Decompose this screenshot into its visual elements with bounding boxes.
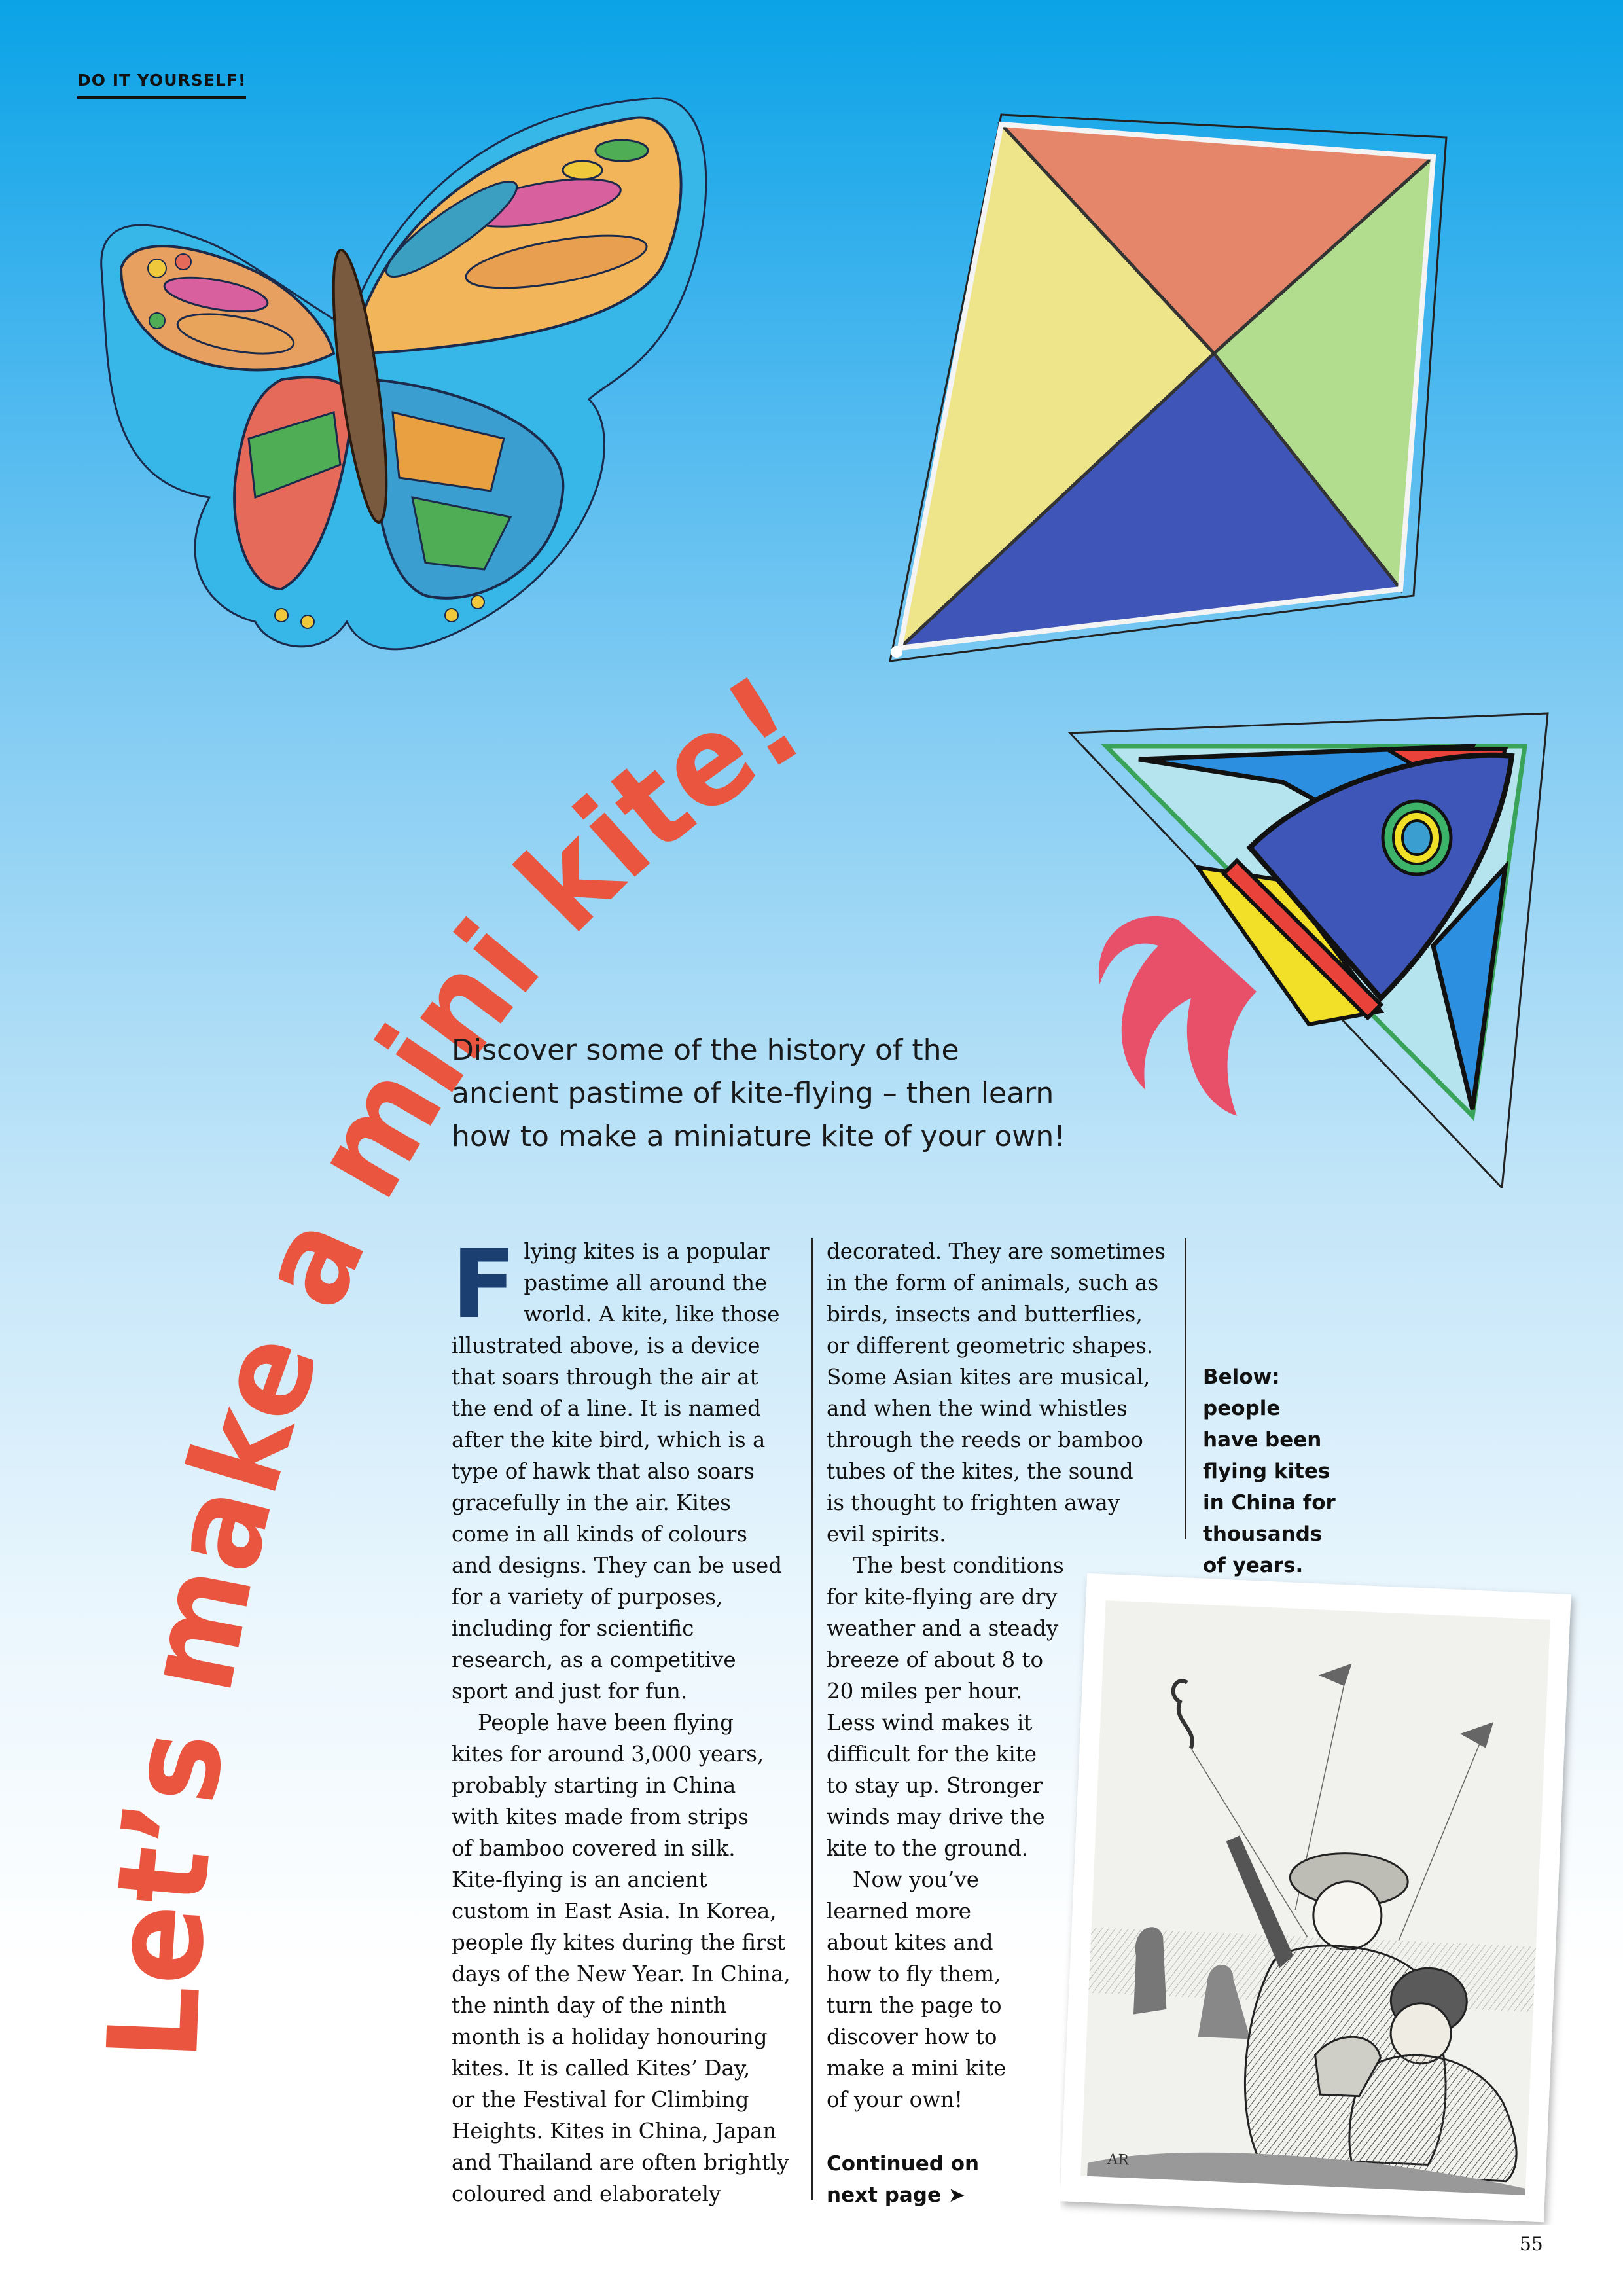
headline: Let’s make a mini kite! — [80, 646, 829, 2063]
text-line: or different geometric shapes. — [827, 1333, 1154, 1358]
text-line: kites. It is called Kites’ Day, — [452, 2056, 751, 2081]
text-line: coloured and elaborately — [452, 2181, 721, 2206]
caption-divider — [1185, 1238, 1186, 1539]
text-line: pastime all around the — [524, 1270, 768, 1295]
text-line: sport and just for fun. — [452, 1679, 688, 1704]
text-line: weather and a steady — [827, 1616, 1059, 1641]
photo-caption — [1203, 1361, 1360, 1581]
text-line: The best conditions — [853, 1553, 1064, 1578]
text-line: days of the New Year. In China, — [452, 1962, 791, 1986]
text-line: or the Festival for Climbing — [452, 2087, 749, 2112]
text-line: learned more — [827, 1899, 971, 1924]
intro-line: Discover some of the history of the — [452, 1033, 959, 1067]
text-line: kites for around 3,000 years, — [452, 1742, 764, 1767]
text-line: how to fly them, — [827, 1962, 1001, 1986]
text-line: of bamboo covered in silk. — [452, 1836, 736, 1861]
text-line: come in all kinds of colours — [452, 1522, 747, 1547]
text-line: birds, insects and butterflies, — [827, 1302, 1143, 1327]
text-line: decorated. They are sometimes — [827, 1239, 1166, 1264]
text-line: kite to the ground. — [827, 1836, 1029, 1861]
text-line: world. A kite, like those — [524, 1302, 780, 1327]
text-line: Kite-flying is an ancient — [452, 1867, 707, 1892]
intro-line: ancient pastime of kite-flying – then learn — [452, 1077, 1054, 1110]
text-line: Less wind makes it — [827, 1710, 1033, 1735]
text-line: gracefully in the air. Kites — [452, 1490, 731, 1515]
text-line: after the kite bird, which is a — [452, 1427, 766, 1452]
text-line: about kites and — [827, 1930, 993, 1955]
article-column-1 — [452, 1229, 802, 2210]
text-line: Some Asian kites are musical, — [827, 1365, 1150, 1390]
text-line: research, as a competitive — [452, 1647, 736, 1672]
text-line: with kites made from strips — [452, 1804, 749, 1829]
caption-line: flying kites — [1203, 1460, 1330, 1483]
intro-line: how to make a miniature kite of your own! — [452, 1120, 1065, 1153]
text-line: people fly kites during the first — [452, 1930, 786, 1955]
text-line: including for scientific — [452, 1616, 694, 1641]
text-line: Now you’ve — [853, 1867, 979, 1892]
continued-line: next page ➤ — [827, 2183, 965, 2207]
text-line: illustrated above, is a device — [452, 1333, 760, 1358]
caption-line: thousands — [1203, 1522, 1323, 1546]
text-line: the ninth day of the ninth — [452, 1993, 727, 2018]
continued-line: Continued on — [827, 2152, 980, 2176]
caption-line: have been — [1203, 1428, 1322, 1452]
section-label: DO IT YOURSELF! — [77, 71, 246, 99]
text-line: breeze of about 8 to — [827, 1647, 1044, 1672]
engraving-signature: AR — [1107, 2151, 1130, 2169]
drop-cap: F — [452, 1229, 516, 1339]
text-line: turn the page to — [827, 1993, 1002, 2018]
text-line: 20 miles per hour. — [827, 1679, 1023, 1704]
text-line: for kite-flying are dry — [827, 1585, 1058, 1609]
text-line: custom in East Asia. In Korea, — [452, 1899, 777, 1924]
paragraph — [827, 1236, 1180, 1550]
text-line: probably starting in China — [452, 1773, 736, 1798]
text-line: in the form of animals, such as — [827, 1270, 1159, 1295]
text-line: evil spirits. — [827, 1522, 946, 1547]
text-line: and designs. They can be used — [452, 1553, 783, 1578]
text-line: and Thailand are often brightly — [452, 2150, 789, 2175]
text-line: People have been flying — [478, 1710, 734, 1735]
text-line: make a mini kite — [827, 2056, 1007, 2081]
text-line: discover how to — [827, 2024, 997, 2049]
engraving-photo — [1060, 1571, 1584, 2225]
caption-line: of years. — [1203, 1554, 1304, 1577]
caption-line: in China for — [1203, 1491, 1336, 1515]
text-line: through the reeds or bamboo — [827, 1427, 1143, 1452]
text-line: winds may drive the — [827, 1804, 1045, 1829]
intro — [452, 1029, 1211, 1158]
text-line: is thought to frighten away — [827, 1490, 1120, 1515]
text-line: for a variety of purposes, — [452, 1585, 723, 1609]
text-line: difficult for the kite — [827, 1742, 1037, 1767]
text-line: lying kites is a popular — [524, 1239, 770, 1264]
text-line: month is a holiday honouring — [452, 2024, 768, 2049]
text-line: type of hawk that also soars — [452, 1459, 755, 1484]
text-line: Heights. Kites in China, Japan — [452, 2119, 777, 2144]
text-line: the end of a line. It is named — [452, 1396, 761, 1421]
text-line: to stay up. Stronger — [827, 1773, 1043, 1798]
text-line: and when the wind whistles — [827, 1396, 1128, 1421]
text-line: of your own! — [827, 2087, 963, 2112]
text-line: that soars through the air at — [452, 1365, 758, 1390]
page-number: 55 — [1520, 2233, 1543, 2255]
caption-line: Below: people — [1203, 1365, 1281, 1420]
paragraph — [452, 1707, 802, 2210]
text-line: tubes of the kites, the sound — [827, 1459, 1133, 1484]
column-divider — [812, 1238, 813, 2200]
